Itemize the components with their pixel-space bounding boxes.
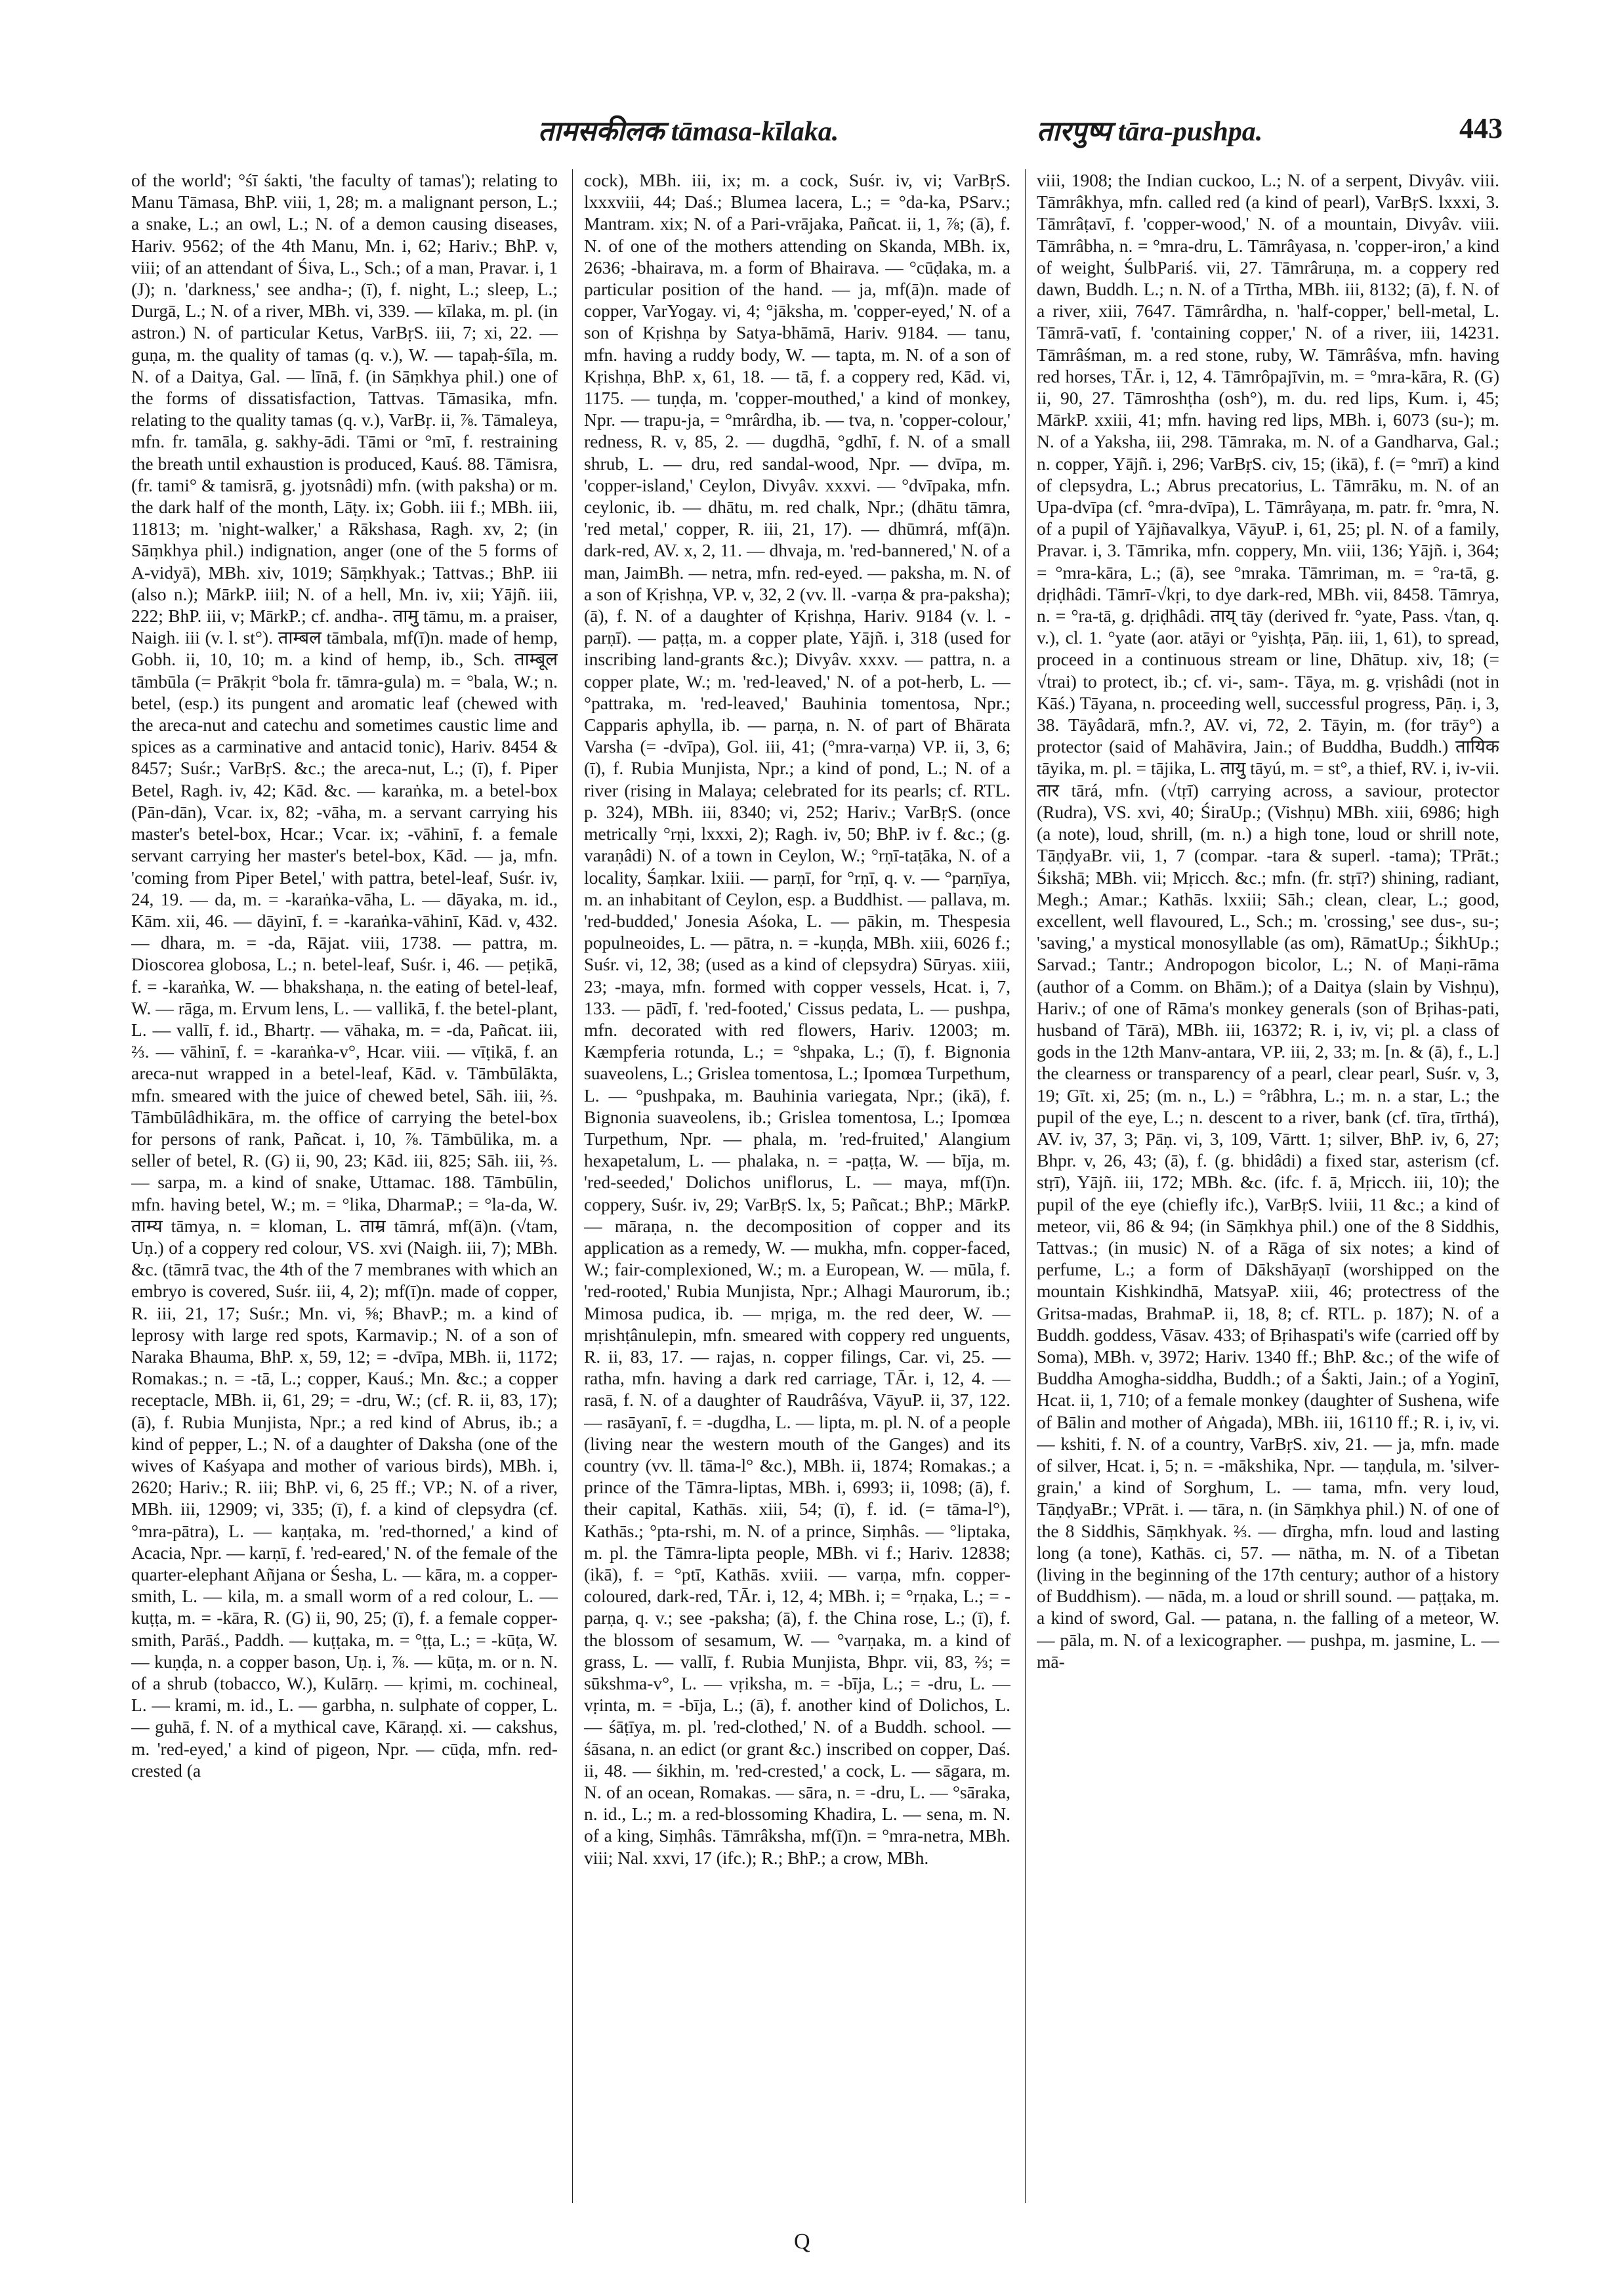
column-1-text: of the world'; °śī śakti, 'the faculty of tamas'); relating to Manu Tāmasa, BhP. viii, 1, 28; m. a malignant person, L.; a snake, L.; an owl, L.; N. of a demon causing diseases, Hariv. 9562; of the 4th Manu, Mn. i, 62; Hariv.; BhP. v, viii; of an attendant of Śiva, L., Sch.; of a man, Pravar. i, 1 (J); n. 'darkness,' see andha-; (ī), f. night, L.; sleep, L.; Durgā, L.; N. of a river, MBh. vi, 339. — kīlaka, m. pl. (in astron.) N. of particular Ketus, VarBṛS. iii, 7; xi, 22. — guṇa, m. the quality of tamas (q. v.), W. — tapaḥ-śīla, m. N. of a Daitya, Gal. — līnā, f. (in Sāṃkhya phil.) one of the forms of dissatisfaction, Tattvas. Tāmasika, mfn. relating to the quality tamas (q. v.), VarBṛ. ii, ⅞. Tāmaleya, mfn. fr. tamāla, g. sakhy-ādi. Tāmi or °mī, f. restraining the breath until exhaustion is produced, Kauś. 88. Tāmisra, (fr. tami° & tamisrā, g. jyotsnâdi) mfn. (with paksha) or m. the dark half of the month, Lāṭy. ix; Gobh. iii f.; MBh. iii, 11813; m. 'night-walker,' a Rākshasa, Ragh. xv, 2; (in Sāṃkhya phil.) indignation, anger (one of the 5 forms of A-vidyā), MBh. xiv, 1019; Sāṃkhyak.; Tattvas.; BhP. iii (also n.); MārkP. iiil; N. of a hell, Mn. iv, xii; Yājñ. iii, 222; BhP. iii, v; MārkP.; cf. andha-. तामु tāmu, m. a praiser, Naigh. iii (v. l. st°). ताम्बल tāmbala, mf(ī)n. made of hemp, Gobh. ii, 10, 10; m. a kind of hemp, ib., Sch. ताम्बूल tāmbūla (= Prākṛit °bola fr. tāmra-gula) m. = °bala, W.; n. betel, (esp.) its pungent and aromatic leaf (chewed with the areca-nut and catechu and sometimes caustic lime and spices as a carminative and antacid tonic), Hariv. 8454 & 8457; Suśr.; VarBṛS. &c.; the areca-nut, L.; (ī), f. Piper Betel, Ragh. iv, 42; Kād. &c. — karaṅka, m. a betel-box (Pān-dān), Vcar. ix, 82; -vāha, m. a servant carrying his master's betel-box, Hcar.; Vcar. ix; -vāhinī, f. a female servant carrying her master's betel-box, Kād. — ja, mfn. 'coming from Piper Betel,' with pattra, betel-leaf, Suśr. iv, 24, 19. — da, m. = -karaṅka-vāha, L. — dāyaka, m. id., Kām. xii, 46. — dāyinī, f. = -karaṅka-vāhinī, Kād. v, 432. — dhara, m. = -da, Rājat. viii, 1738. — pattra, m. Dioscorea globosa, L.; n. betel-leaf, Suśr. i, 46. — peṭikā, f. = -karaṅka, W. — bhakshaṇa, n. the eating of betel-leaf, W. — rāga, m. Ervum lens, L. — vallikā, f. the betel-plant, L. — vallī, f. id., Bhartṛ. — vāhaka, m. = -da, Pañcat. iii, ⅔. — vāhinī, f. = -karaṅka-v°, Hcar. viii. — vīṭikā, f. an areca-nut wrapped in a betel-leaf, Kād. v. Tāmbūlākta, mfn. smeared with the juice of chewed betel, Sāh. iii, ⅔. Tāmbūlâdhikāra, m. the office of carrying the betel-box for persons of rank, Pañcat. i, 10, ⅞. Tāmbūlika, m. a seller of betel, R. (G) ii, 90, 23; Kād. iii, 825; Sāh. iii, ⅔. — sarpa, m. a kind of snake, Uttamac. 188. Tāmbūlin, mfn. having betel, W.; m. = °lika, DharmaP.; = °la-da, W. ताम्य tāmya, n. = kloman, L. ताम्र tāmrá, mf(ā)n. (√tam, Uṇ.) of a coppery red colour, VS. xvi (Naigh. iii, 7); MBh. &c. (tāmrā tvac, the 4th of the 7 membranes with which an embryo is covered, Suśr. iii, 4, 2); mf(ī)n. made of copper, R. iii, 21, 17; Suśr.; Mn. vi, ⅝; BhavP.; m. a kind of leprosy with large red spots, Karmavip.; N. of a son of Naraka Bhauma, BhP. x, 59, 12; = -dvīpa, MBh. ii, 1172; Romakas.; n. = -tā, L.; copper, Kauś.; Mn. &c.; a copper receptacle, MBh. ii, 61, 29; = -dru, W.; (cf. R. ii, 83, 17); (ā), f. Rubia Munjista, Npr.; a red kind of Abrus, ib.; a kind of pepper, L.; N. of a daughter of Daksha (one of the wives of Kaśyapa and mother of various birds), MBh. i, 2620; Hariv.; R. iii; BhP. vi, 6, 25 ff.; VP.; N. of a river, MBh. iii, 12909; vi, 335; (ī), f. a kind of clepsydra (cf. °mra-pātra), L. — kaṇṭaka, m. 'red-thorned,' a kind of Acacia, Npr. — karṇī, f. 'red-eared,' N. of the female of the quarter-elephant Añjana or Śesha, L. — kāra, m. a copper-smith, L. — kila, m. a small worm of a red colour, L. — kuṭṭa, m. = -kāra, R. (G) ii, 90, 25; (ī), f. a female copper-smith, Parāś., Paddh. — kuṭṭaka, m. = °ṭṭa, L.; = -kūṭa, W. — kuṇḍa, n. a copper bason, Uṇ. i, ⅞. — kūṭa, m. or n. N. of a shrub (tobacco, W.), Kulārṇ. — kṛimi, m. cochineal, L. — krami, m. id., L. — garbha, n. sulphate of copper, L. — guhā, f. N. of a mythical cave, Kāraṇḍ. xi. — cakshus, m. 'red-eyed,' a kind of pigeon, Npr. — cūḍa, mfn. red-crested (a <box>131 170 558 1781</box>
running-header <box>131 112 1503 157</box>
column-2-text: cock), MBh. iii, ix; m. a cock, Suśr. iv, vi; VarBṛS. lxxxviii, 44; Daś.; Blumea lacera, L.; = °da-ka, PSarv.; Mantram. xix; N. of a Pari-vrājaka, Pañcat. ii, 1, ⅞; (ā), f. N. of one of the mothers attending on Skanda, MBh. ix, 2636; -bhairava, m. a form of Bhairava. — °cūḍaka, m. a particular position of the hand. — ja, mf(ā)n. made of copper, VarYogay. vi, 4; °jāksha, m. 'copper-eyed,' N. of a son of Kṛishṇa by Satya-bhāmā, Hariv. 9184. — tanu, mfn. having a ruddy body, W. — tapta, m. N. of a son of Kṛishṇa, BhP. x, 61, 18. — tā, f. a coppery red, Kād. vi, 1175. — tuṇḍa, m. 'copper-mouthed,' a kind of monkey, Npr. — trapu-ja, = °mrârdha, ib. — tva, n. 'copper-colour,' redness, R. v, 85, 2. — dugdhā, °gdhī, f. N. of a small shrub, L. — dru, red sandal-wood, Npr. — dvīpa, m. 'copper-island,' Ceylon, Divyâv. xxxvi. — °dvīpaka, mfn. ceylonic, ib. — dhātu, m. red chalk, Npr.; (dhātu tāmra, 'red metal,' copper, R. iii, 21, 17). — dhūmrá, mf(ā)n. dark-red, AV. x, 2, 11. — dhvaja, m. 'red-bannered,' N. of a man, JaimBh. — netra, mfn. red-eyed. — paksha, m. N. of a son of Kṛishṇa, VP. v, 32, 2 (vv. ll. -varṇa & pra-paksha); (ā), f. N. of a daughter of Kṛishṇa, Hariv. 9184 (v. l. -parṇī). — paṭṭa, m. a copper plate, Yājñ. i, 318 (used for inscribing land-grants &c.); Divyâv. xxxv. — pattra, n. a copper plate, W.; m. 'red-leaved,' N. of a pot-herb, L. — °pattraka, m. 'red-leaved,' Bauhinia tomentosa, Npr.; Capparis aphylla, ib. — parṇa, n. N. of part of Bhārata Varsha (= -dvīpa), Gol. iii, 41; (°mra-varṇa) VP. ii, 3, 6; (ī), f. Rubia Munjista, Npr.; a kind of pond, L.; N. of a river (rising in Malaya; celebrated for its pearls; cf. RTL. p. 324), MBh. iii, 8340; vi, 252; Hariv.; VarBṛS. (once metrically °rṇi, lxxxi, 2); Ragh. iv, 50; BhP. iv f. &c.; (g. varaṇâdi) N. of a town in Ceylon, W.; °rṇī-taṭāka, N. of a locality, Śaṃkar. lxiii. — parṇī, for °rṇī, q. v. — °parṇīya, m. an inhabitant of Ceylon, esp. a Buddhist. — pallava, m. 'red-budded,' Jonesia Aśoka, L. — pākin, m. Thespesia populneoides, L. — pātra, n. = -kuṇḍa, MBh. xiii, 6026 f.; Suśr. vi, 12, 38; (used as a kind of clepsydra) Sūryas. xiii, 23; -maya, mfn. formed with copper vessels, Hcat. i, 7, 133. — pādī, f. 'red-footed,' Cissus pedata, L. — pushpa, mfn. decorated with red flowers, Hariv. 12003; m. Kæmpferia rotunda, L.; = °shpaka, L.; (ī), f. Bignonia suaveolens, L.; Grislea tomentosa, L.; Ipomœa Turpethum, L. — °pushpaka, m. Bauhinia variegata, Npr.; (ikā), f. Bignonia suaveolens, ib.; Grislea tomentosa, L.; Ipomœa Turpethum, Npr. — phala, m. 'red-fruited,' Alangium hexapetalum, L. — phalaka, n. = -paṭṭa, W. — bīja, m. 'red-seeded,' Dolichos uniflorus, L. — maya, mf(ī)n. coppery, Suśr. iv, 29; VarBṛS. lx, 5; Pañcat.; BhP.; MārkP. — māraṇa, n. the decomposition of copper and its application as a remedy, W. — mukha, mfn. copper-faced, W.; fair-complexioned, W.; m. a European, W. — mūla, f. 'red-rooted,' Rubia Munjista, Npr.; Alhagi Maurorum, ib.; Mimosa pudica, ib. — mṛiga, m. the red deer, W. — mṛishṭânulepin, mfn. smeared with coppery red unguents, R. ii, 83, 17. — rajas, n. copper filings, Car. vi, 25. — ratha, mfn. having a dark red carriage, TĀr. i, 12, 4. — rasā, f. N. of a daughter of Raudrâśva, VāyuP. ii, 37, 122. — rasāyanī, f. = -dugdha, L. — lipta, m. pl. N. of a people (living near the western mouth of the Ganges) and its country (vv. ll. tāma-l° &c.), MBh. ii, 1874; Romakas.; a prince of the Tāmra-liptas, MBh. i, 6993; ii, 1098; (ā), f. their capital, Kathās. xiii, 54; (ī), f. id. (= tāma-l°), Kathās.; °pta-rshi, m. N. of a prince, Siṃhâs. — °liptaka, m. pl. the Tāmra-lipta people, MBh. vi f.; Hariv. 12838; (ikā), f. = °ptī, Kathās. xviii. — varṇa, mfn. copper-coloured, dark-red, TĀr. i, 12, 4; MBh. i; = °rṇaka, L.; = -parṇa, q. v.; see -paksha; (ā), f. the China rose, L.; (ī), f. the blossom of sesamum, W. — °varṇaka, m. a kind of grass, L. — vallī, f. Rubia Munjista, Bhpr. vii, 83, ⅔; = sūkshma-v°, L. — vṛiksha, m. = -bīja, L.; = -dru, L. — vṛinta, m. = -bīja, L.; (ā), f. another kind of Dolichos, L. — śāṭīya, m. pl. 'red-clothed,' N. of a Buddh. school. — śāsana, n. an edict (or grant &c.) inscribed on copper, Daś. ii, 48. — śikhin, m. 'red-crested,' a cock, L. — sāgara, m. N. of an ocean, Romakas. — sāra, n. = -dru, L. — °sāraka, n. id., L.; m. a red-blossoming Khadira, L. — sena, m. N. of a king, Siṃhâs. Tāmrâksha, mf(ī)n. = °mra-netra, MBh. viii; Nal. xxvi, 17 (ifc.); R.; BhP.; a crow, MBh. <box>584 170 1010 1868</box>
column-2 <box>584 169 1010 2203</box>
signature-mark: Q <box>794 2229 810 2254</box>
page-number: 443 <box>1459 112 1503 144</box>
column-1 <box>131 169 558 2203</box>
left-headword: तामसकीलक tāmasa-kīlaka. <box>538 117 839 147</box>
column-3 <box>1037 169 1499 2203</box>
column-divider-1 <box>572 169 573 2203</box>
column-divider-2 <box>1025 169 1026 2203</box>
right-headword: तारपुष्प tāra-pushpa. <box>1037 117 1263 147</box>
column-3-text: viii, 1908; the Indian cuckoo, L.; N. of a serpent, Divyâv. viii. Tāmrâkhya, mfn. called red (a kind of pearl), VarBṛS. lxxxi, 3. Tāmrâṭavī, f. 'copper-wood,' N. of a mountain, Divyâv. viii. Tāmrâbha, n. = °mra-dru, L. Tāmrâyasa, n. 'copper-iron,' a kind of weight, ŚulbPariś. vii, 27. Tāmrâruṇa, m. a coppery red dawn, Buddh. L.; n. N. of a Tīrtha, MBh. iii, 8132; (ā), f. N. of a river, xiii, 7647. Tāmrârdha, n. 'half-copper,' bell-metal, L. Tāmrā-vatī, f. 'containing copper,' N. of a river, iii, 14231. Tāmrâśman, m. a red stone, ruby, W. Tāmrâśva, mfn. having red horses, TĀr. i, 12, 4. Tāmrôpajīvin, m. = °mra-kāra, R. (G) ii, 90, 27. Tāmroshṭha (osh°), m. du. red lips, Kum. i, 45; MārkP. xxiii, 41; mfn. having red lips, MBh. i, 6073 (su-); m. N. of a Yaksha, iii, 298. Tāmraka, m. N. of a Gandharva, Gal.; n. copper, Yājñ. i, 296; VarBṛS. civ, 15; (ikā), f. (= °mrī) a kind of clepsydra, L.; Abrus precatorius, L. Tāmrāku, m. N. of an Upa-dvīpa (cf. °mra-dvīpa), L. Tāmrâyaṇa, m. patr. fr. °mra, N. of a pupil of Yājñavalkya, VāyuP. i, 61, 25; pl. N. of a family, Pravar. i, 3. Tāmrika, mfn. coppery, Mn. viii, 136; Yājñ. i, 364; = °mra-kāra, L.; (ā), see °mraka. Tāmriman, m. = °ra-tā, g. dṛiḍhâdi. Tāmrī-√kṛi, to dye dark-red, MBh. vii, 8458. Tāmrya, n. = °ra-tā, g. dṛiḍhâdi. ताय् tāy (derived fr. °yate, Pass. √tan, q. v.), cl. 1. °yate (aor. atāyi or °yishṭa, Pāṇ. iii, 1, 61), to spread, proceed in a continuous stream or line, Dhātup. xiv, 18; (= √trai) to protect, ib.; cf. vi-, sam-. Tāya, m. g. vṛishâdi (not in Kāś.) Tāyana, n. proceeding well, successful progress, Pāṇ. i, 3, 38. Tāyâdarā, mfn.?, AV. vi, 72, 2. Tāyin, m. (for trāy°) a protector (said of Mahāvira, Jain.; of Buddha, Buddh.) तायिक tāyika, m. pl. = tājika, L. तायु tāyú, m. = st°, a thief, RV. i, iv-vii. तार tārá, mfn. (√tṛī) carrying across, a saviour, protector (Rudra), VS. xvi, 40; ŚiraUp.; (Vishṇu) MBh. xiii, 6986; high (a note), loud, shrill, (m. n.) a high tone, loud or shrill note, TāṇḍyaBr. vii, 1, 7 (compar. -tara & superl. -tama); TPrāt.; Śikshā; MBh. vii; Mṛicch. &c.; mfn. (fr. stṛī?) shining, radiant, Megh.; Amar.; Kathās. lxxiii; Sāh.; clean, clear, L.; good, excellent, well flavoured, L., Sch.; m. 'crossing,' see dus-, su-; 'saving,' a mystical monosyllable (as om), RāmatUp.; ŚikhUp.; Sarvad.; Tantr.; Andropogon bicolor, L.; N. of Maṇi-rāma (author of a Comm. on Bhām.); of a Daitya (slain by Vishṇu), Hariv.; of one of Rāma's monkey generals (son of Bṛihas-pati, husband of Tārā), MBh. iii, 16372; R. i, iv, vi; pl. a class of gods in the 12th Manv-antara, VP. iii, 2, 33; m. [n. & (ā), f., L.] the clearness or transparency of a pearl, clear pearl, Suśr. v, 3, 19; Gīt. xi, 25; (m. n., L.) = °râbhra, L.; m. n. a star, L.; the pupil of the eye, L.; n. descent to a river, bank (cf. tīra, tīrthá), AV. iv, 37, 3; Pāṇ. vi, 3, 109, Vārtt. 1; silver, BhP. iv, 6, 27; Bhpr. v, 26, 43; (ā), f. (g. bhidâdi) a fixed star, asterism (cf. stṛī), Yājñ. iii, 172; MBh. &c. (ifc. f. ā, Mṛicch. iii, 10); the pupil of the eye (chiefly ifc.), VarBṛS. lviii, 11 &c.; a kind of meteor, vii, 86 & 94; (in Sāṃkhya phil.) one of the 8 Siddhis, Tattvas.; (in music) N. of a Rāga of six notes; a kind of perfume, L.; a form of Dākshāyaṇī (worshipped on the mountain Kishkindhā, MatsyaP. xiii, 46; protectress of the Gritsa-madas, BrahmaP. ii, 18, 8; cf. RTL. p. 187); N. of a Buddh. goddess, Vāsav. 433; of Bṛihaspati's wife (carried off by Soma), MBh. v, 3972; Hariv. 1340 ff.; BhP. &c.; of the wife of Buddha Amogha-siddha, Buddh.; of a Śakti, Jain.; of a Yoginī, Hcat. ii, 1, 710; of a female monkey (daughter of Sushena, wife of Bālin and mother of Aṅgada), MBh. iii, 16110 ff.; R. i, iv, vi. — kshiti, f. N. of a country, VarBṛS. xiv, 21. — ja, mfn. made of silver, Hcat. i, 5; n. = -mākshika, Npr. — taṇḍula, m. 'silver-grain,' a kind of Sorghum, L. — tama, mfn. very loud, TāṇḍyaBr.; VPrāt. i. — tāra, n. (in Sāṃkhya phil.) N. of one of the 8 Siddhis, Sāṃkhyak. ⅔. — dīrgha, mfn. loud and lasting long (a tone), Kathās. ci, 57. — nātha, m. N. of a Tibetan (living in the beginning of the 17th century; author of a history of Buddhism). — nāda, m. a loud or shrill sound. — paṭṭaka, m. a kind of sword, Gal. — patana, n. the falling of a meteor, W. — pāla, m. N. of a lexicographer. — pushpa, m. jasmine, L. — mā- <box>1037 170 1499 1672</box>
